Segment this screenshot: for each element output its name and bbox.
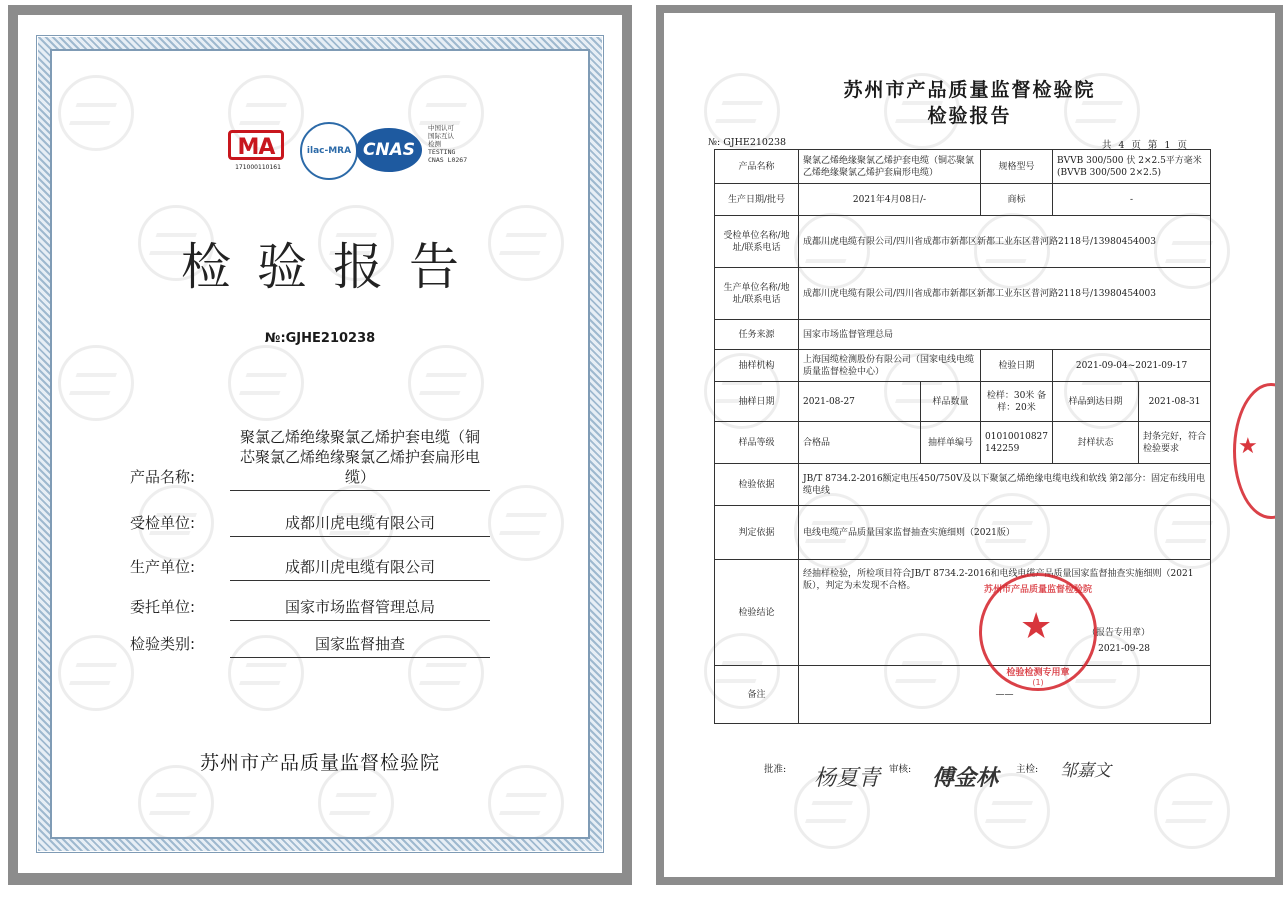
cell-label: 生产单位名称/地址/联系电话 [715, 268, 799, 320]
main-inspector-signature: 邹嘉文 [1060, 761, 1111, 781]
table-row [715, 666, 1211, 724]
cell-sampling-date: 2021-08-27 [799, 382, 921, 422]
approve-label: 批准: [764, 764, 787, 775]
cell-arrival-date: 2021-08-31 [1139, 382, 1211, 422]
field-producer [130, 555, 490, 581]
field-product-name [130, 415, 490, 491]
cnas-logo: CNAS [356, 128, 422, 172]
seal-star-icon: ★ [1020, 606, 1053, 647]
cnas-caption-line: 中国认可 [428, 124, 454, 132]
field-label: 受检单位: [130, 514, 196, 532]
cell-label: 抽样日期 [715, 382, 799, 422]
cell-product-name: 聚氯乙烯绝缘聚氯乙烯护套电缆（铜芯聚氯乙烯绝缘聚氯乙烯护套扁形电缆） [799, 150, 981, 184]
cnas-caption-line: TESTING [428, 148, 456, 156]
cover-report-number: №:GJHE210238 [264, 331, 376, 346]
field-value: 成都川虎电缆有限公司 [230, 513, 490, 537]
main-inspector-label: 主检: [1016, 764, 1039, 775]
cell-label: 检验结论 [715, 560, 799, 666]
field-label: 生产单位: [130, 558, 196, 576]
cell-sampling-org: 上海国缆检测股份有限公司（国家电线电缆质量监督检验中心） [799, 350, 981, 382]
cell-sample-grade: 合格品 [799, 422, 921, 464]
edge-seal [1233, 383, 1275, 519]
table-row [715, 422, 1211, 464]
cnas-caption-line: 国际互认 [428, 132, 454, 140]
field-value: 成都川虎电缆有限公司 [230, 557, 490, 581]
conclusion-text: 经抽样检验，所检项目符合JB/T 8734.2-2016和电线电缆产品质量国家监督抽查实施细则（2021版），判定为未发现不合格。 [803, 569, 1194, 591]
cell-label: 受检单位名称/地址/联系电话 [715, 216, 799, 268]
table-row [715, 320, 1211, 350]
cell-label: 检验依据 [715, 464, 799, 506]
cell-label: 备注 [715, 666, 799, 724]
seal-text: 苏州市产品质量监督检验院 [983, 585, 1092, 595]
cell-label: 任务来源 [715, 320, 799, 350]
stamp-caption: （报告专用章） [1087, 628, 1151, 638]
field-label: 委托单位: [130, 598, 196, 616]
issue-date: 2021-09-28 [1098, 644, 1151, 654]
table-row [715, 464, 1211, 506]
cell-producer: 成都川虎电缆有限公司/四川省成都市新都区新都工业东区普河路2118号/13980454003 [799, 268, 1211, 320]
report-paper [664, 13, 1275, 877]
seal-number: (1) [1032, 678, 1044, 687]
cnas-caption-line: 检测 [428, 140, 441, 148]
field-inspection-type [130, 632, 490, 658]
table-row [715, 382, 1211, 422]
cell-model: BVVB 300/500 伏 2×2.5平方毫米(BVVB 300/500 2×2.5) [1053, 150, 1211, 184]
cell-test-date: 2021-09-04~2021-09-17 [1053, 350, 1211, 382]
watermark-icon [1154, 773, 1230, 849]
table-row [715, 268, 1211, 320]
cell-label: 判定依据 [715, 506, 799, 560]
review-label: 审核: [889, 764, 912, 775]
cell-label: 生产日期/批号 [715, 184, 799, 216]
cover-title: 检验报告 [181, 238, 485, 296]
cell-prod-date: 2021年4月08日/- [799, 184, 981, 216]
cma-logo [228, 130, 288, 171]
field-inspected-unit [130, 511, 490, 537]
table-row [715, 560, 1211, 666]
cell-seal-status: 封条完好，符合检验要求 [1139, 422, 1211, 464]
cell-sampling-no: 01010010827142259 [981, 422, 1053, 464]
cell-label: 商标 [981, 184, 1053, 216]
field-label: 产品名称: [130, 468, 196, 486]
cell-label: 样品等级 [715, 422, 799, 464]
cover-issuer: 苏州市产品质量监督检验院 [199, 752, 440, 774]
report-sheet [656, 5, 1283, 885]
table-row [715, 184, 1211, 216]
table-row [715, 350, 1211, 382]
table-row [715, 150, 1211, 184]
cell-label: 封样状态 [1053, 422, 1139, 464]
field-value: 聚氯乙烯绝缘聚氯乙烯护套电缆（铜芯聚氯乙烯绝缘聚氯乙烯护套扁形电缆） [230, 427, 490, 491]
cell-label: 抽样单编号 [921, 422, 981, 464]
cnas-caption-line: CNAS L0267 [428, 156, 468, 164]
field-client [130, 595, 490, 621]
cell-basis: JB/T 8734.2-2016额定电压450/750V及以下聚氯乙烯绝缘电缆电线和软线 第2部分：固定布线用电缆电线 [799, 464, 1211, 506]
cell-label: 产品名称 [715, 150, 799, 184]
table-row [715, 216, 1211, 268]
cell-label: 检验日期 [981, 350, 1053, 382]
cell-label: 样品到达日期 [1053, 382, 1139, 422]
page-indicator: 共 4 页 第 1 页 [1101, 140, 1187, 151]
report-org-heading: 苏州市产品质量监督检验院 [843, 79, 1096, 101]
cnas-caption [428, 124, 467, 164]
seal-bottom-text: 检验检测专用章 [1006, 668, 1070, 678]
table-row [715, 506, 1211, 560]
certification-logos [228, 120, 488, 190]
cell-brand: - [1053, 184, 1211, 216]
cover-paper [18, 15, 622, 873]
edge-seal-star-icon: ★ [1238, 434, 1258, 459]
ilac-mra-logo: ilac-MRA [300, 122, 358, 180]
official-seal [979, 573, 1097, 691]
cell-judgement: 电线电缆产品质量国家监督抽查实施细则（2021版） [799, 506, 1211, 560]
cover-sheet [8, 5, 632, 885]
cma-mark: MA [228, 130, 284, 160]
review-signature: 傅金林 [932, 765, 999, 791]
approve-signature: 杨夏青 [814, 766, 881, 791]
field-label: 检验类别: [130, 635, 196, 653]
cell-inspected-unit: 成都川虎电缆有限公司/四川省成都市新都区新都工业东区普河路2118号/13980454003 [799, 216, 1211, 268]
report-number: №: GJHE210238 [708, 137, 787, 148]
field-value: 国家市场监督管理总局 [230, 597, 490, 621]
cma-number: 171000110161 [235, 164, 281, 171]
report-title: 检验报告 [927, 105, 1012, 127]
cell-sample-qty: 检样：30米 备样：20米 [981, 382, 1053, 422]
cell-remark: —— [799, 666, 1211, 724]
cell-label: 抽样机构 [715, 350, 799, 382]
cell-label: 规格型号 [981, 150, 1053, 184]
cell-label: 样品数量 [921, 382, 981, 422]
cell-task-source: 国家市场监督管理总局 [799, 320, 1211, 350]
field-value: 国家监督抽查 [230, 634, 490, 658]
report-table [714, 149, 1211, 724]
